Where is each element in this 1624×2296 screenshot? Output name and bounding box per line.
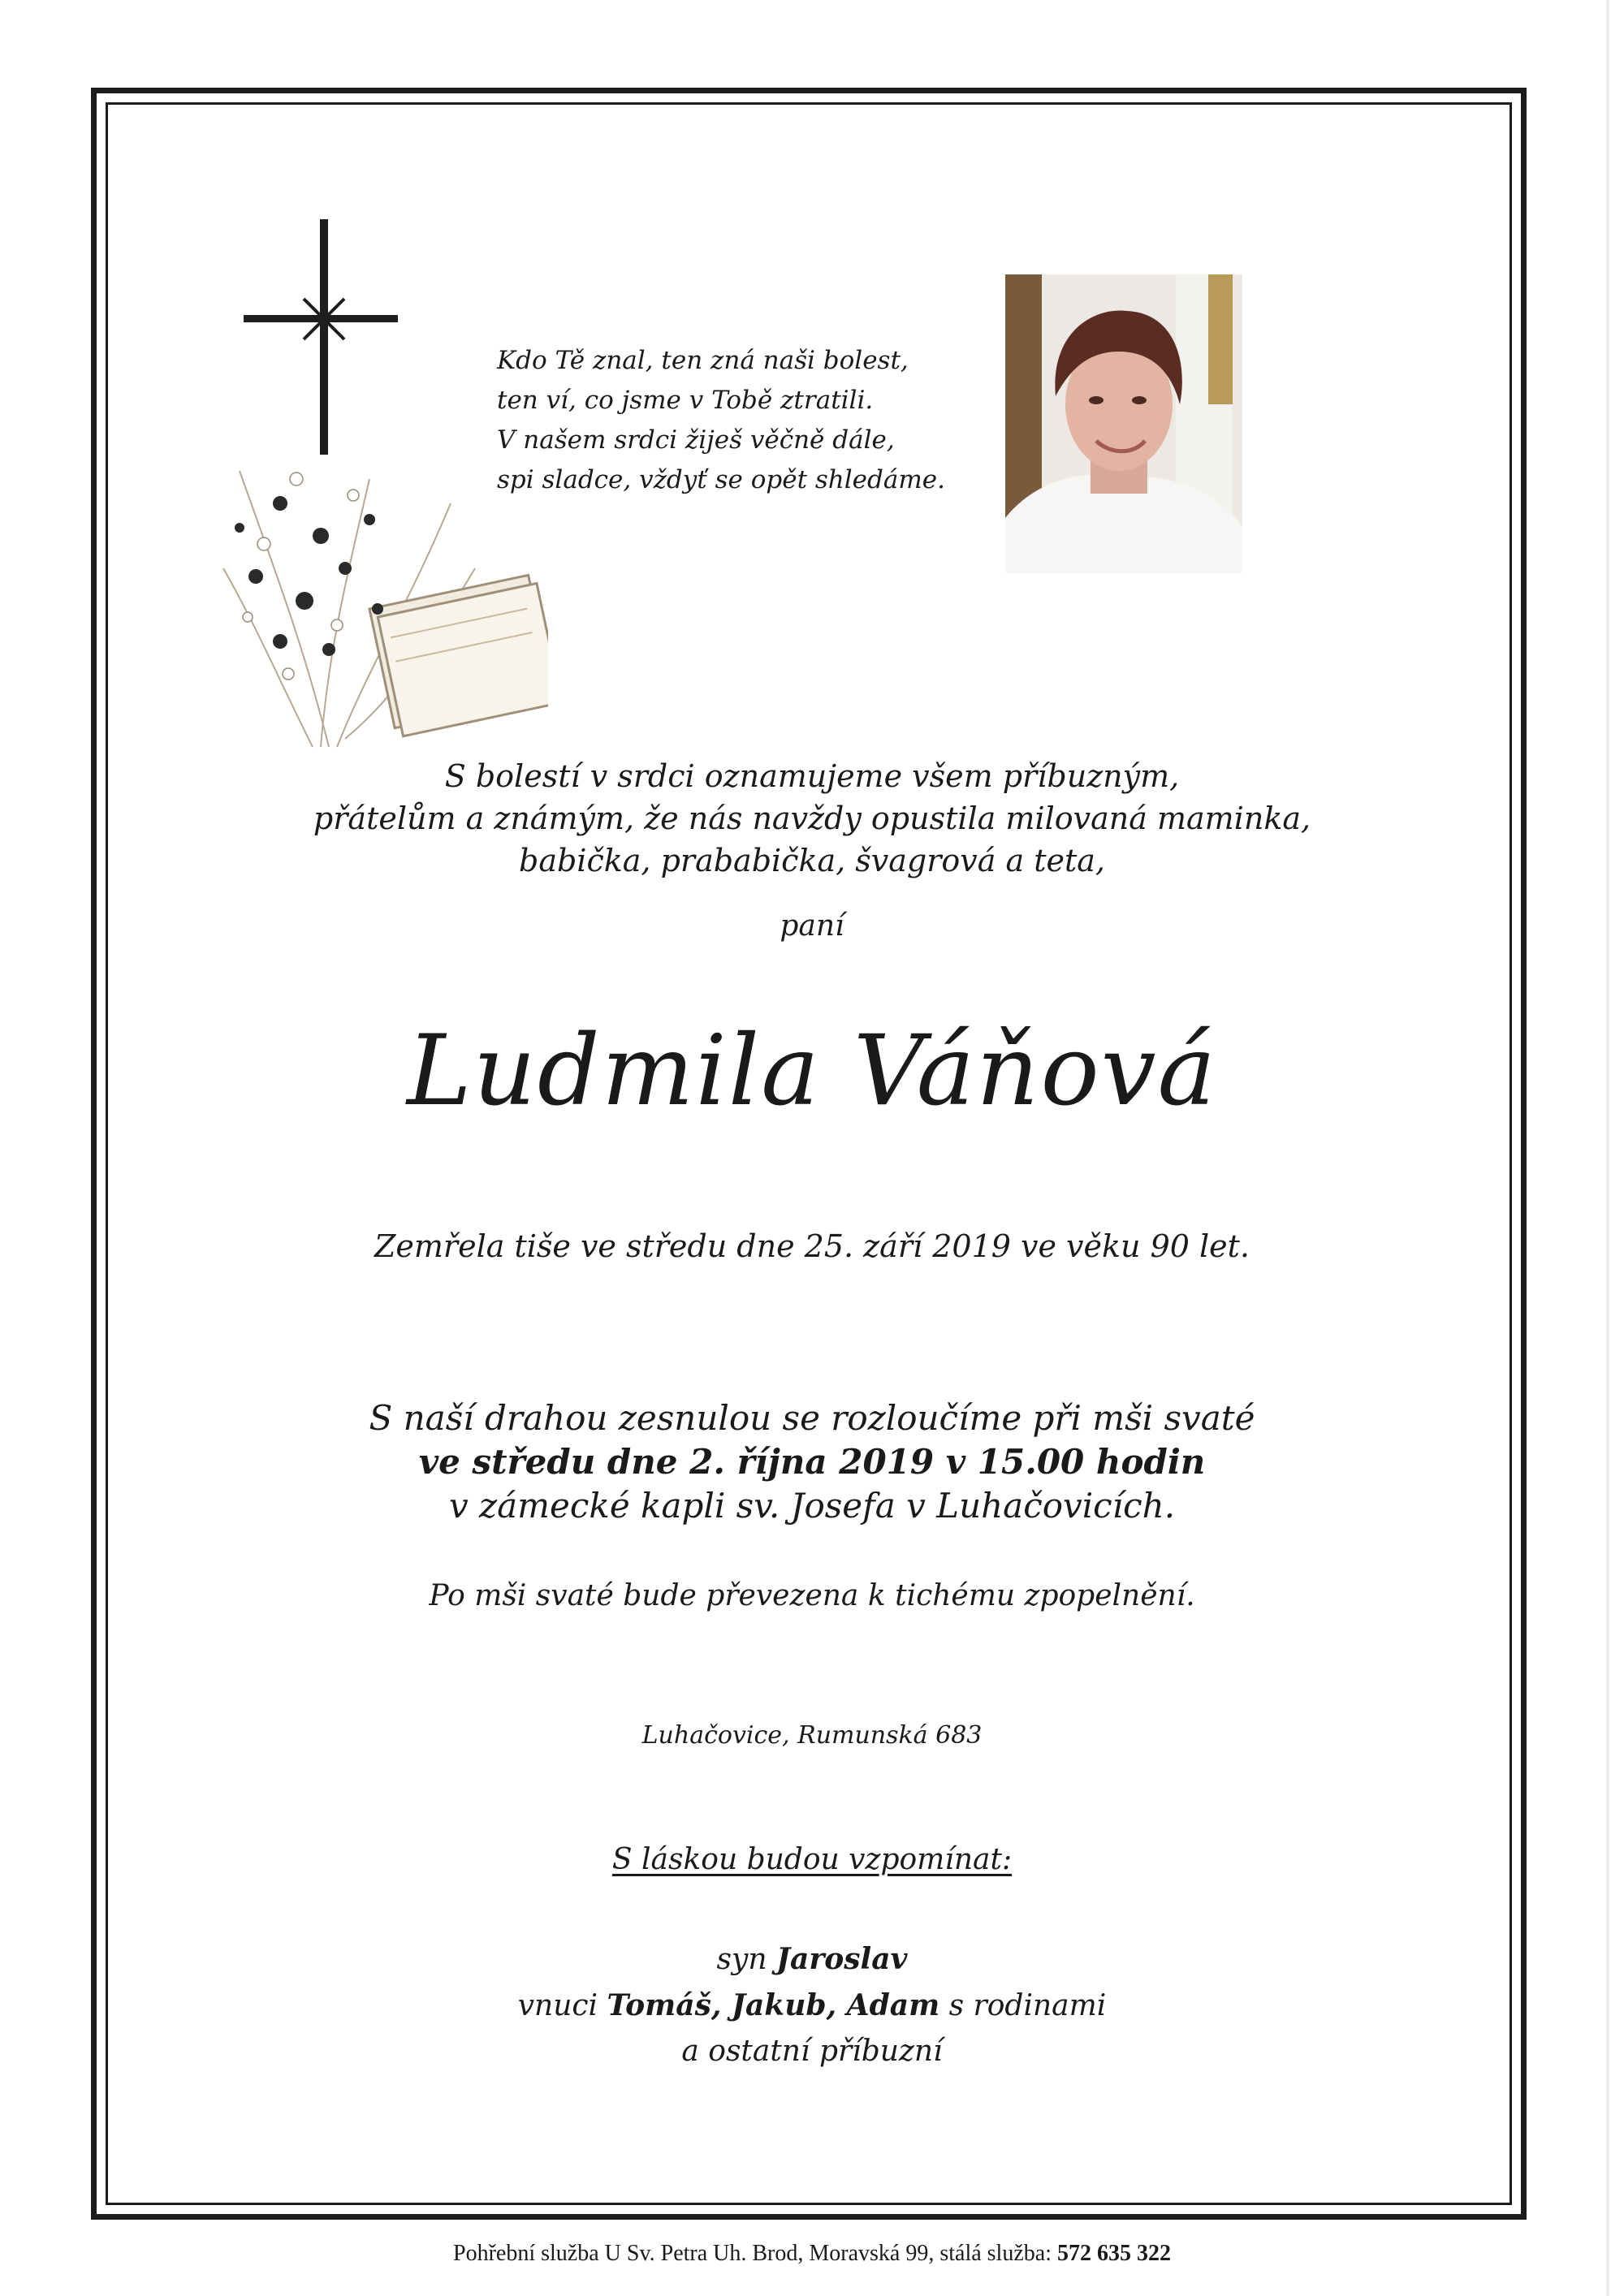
footer-phone: 572 635 322 [1056,2241,1171,2266]
poem-line: V našem srdci žiješ věčně dále, [497,425,895,455]
poem-line: spi sladce, vždyť se opět shledáme. [497,465,945,494]
family-line: a ostatní příbuzní [681,2035,943,2068]
ceremony-date: ve středu dne 2. října 2019 v 15.00 hodin [418,1442,1206,1482]
family-name: Tomáš, Jakub, Adam [607,1988,940,2022]
family-relation: syn [716,1943,776,1976]
announcement [106,755,1518,882]
family-list [106,1936,1518,2074]
family-name: Jaroslav [775,1942,908,1976]
ceremony-line: S naší drahou zesnulou se rozloučíme při mši svaté [369,1398,1255,1438]
announcement-line: babička, prababička, švagrová a teta, [519,843,1105,878]
ceremony-place: v zámecké kapli sv. Josefa v Luhačovicích. [448,1486,1176,1526]
scan-edge [1606,0,1609,2296]
address: Luhačovice, Rumunská 683 [641,1721,983,1750]
remember-heading: S láskou budou vzpomínat: [611,1843,1013,1876]
family-line [106,1983,1518,2029]
honorific: paní [780,909,844,943]
family-line [106,1936,1518,1983]
family-suffix: s rodinami [939,1989,1107,2022]
footer-text: Pohřební služba U Sv. Petra Uh. Brod, Moravská 99, stálá služba: [453,2241,1057,2266]
poem-line: Kdo Tě znal, ten zná naši bolest, [497,346,909,375]
deceased-name: Ludmila Váňová [406,1015,1218,1128]
death-notice: Zemřela tiše ve středu dne 25. září 2019 ve věku 90 let. [374,1228,1250,1264]
poem-line: ten ví, co jsme v Tobě ztratili. [497,386,874,415]
family-relation: vnuci [517,1989,607,2022]
ceremony-info [106,1396,1518,1528]
announcement-line: přátelům a známým, že nás navždy opustila milovaná maminka, [313,801,1311,836]
cremation-note: Po mši svaté bude převezena k tichému zpopelnění. [429,1579,1195,1612]
portrait-photo [1005,274,1242,573]
footer [0,2241,1624,2267]
announcement-line: S bolestí v srdci oznamujeme všem příbuzným, [444,758,1180,794]
poem [497,341,952,500]
